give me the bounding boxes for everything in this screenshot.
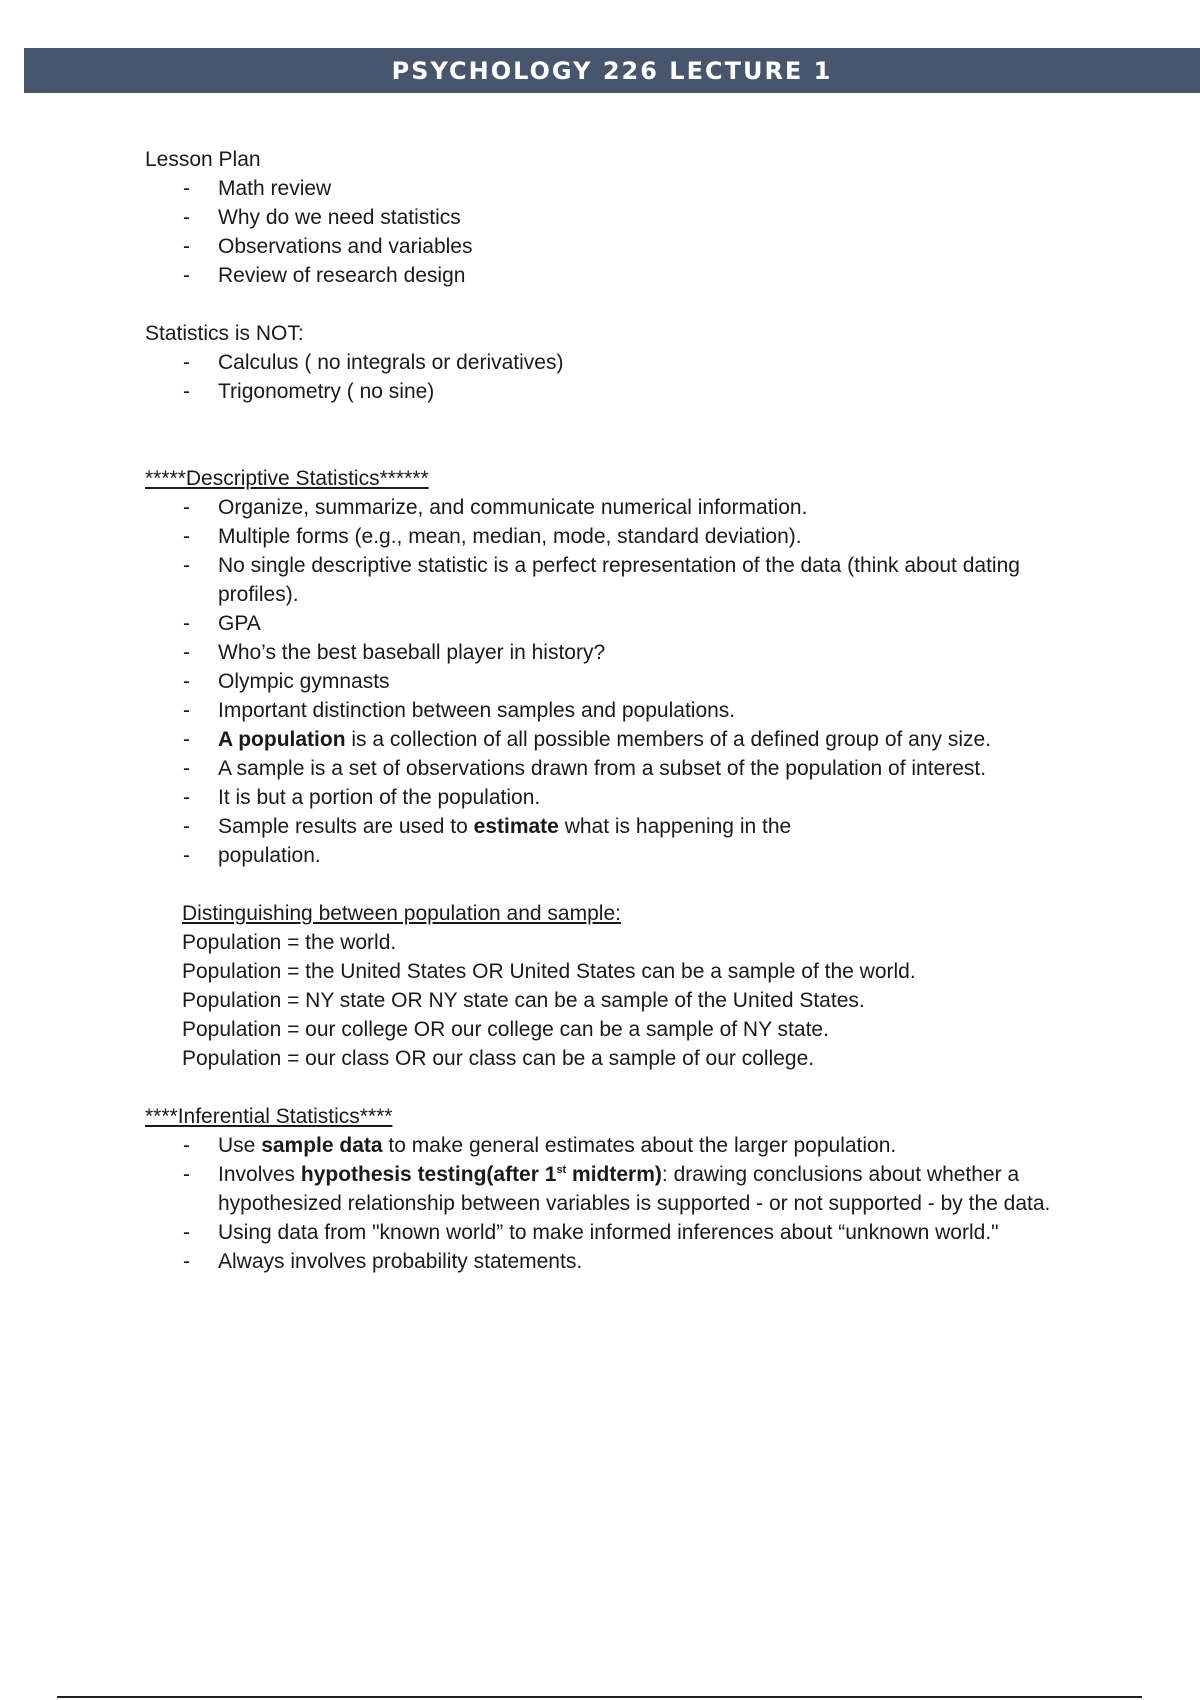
list-item: - Calculus ( no integrals or derivatives) bbox=[145, 348, 1095, 377]
distinguishing-line: Population = our college OR our college can be a sample of NY state. bbox=[182, 1018, 829, 1041]
item-text: to make general estimates about the larger population. bbox=[382, 1134, 897, 1157]
inferential-section bbox=[145, 1102, 1095, 1276]
list-item: - population. bbox=[145, 841, 1095, 870]
list-item: - A sample is a set of observations drawn from a subset of the population of interest. bbox=[145, 754, 1095, 783]
list-item: - It is but a portion of the population. bbox=[145, 783, 1095, 812]
list-item: - No single descriptive statistic is a perfect representation of the data (think about dating profiles). bbox=[145, 551, 1095, 609]
population-term: A population bbox=[218, 728, 346, 751]
superscript: st bbox=[556, 1164, 567, 1176]
list-item: - Organize, summarize, and communicate numerical information. bbox=[145, 493, 1095, 522]
list-item: - Important distinction between samples and populations. bbox=[145, 696, 1095, 725]
population-definition: is a collection of all possible members of a defined group of any size. bbox=[345, 728, 992, 751]
item-text: : drawing conclusions about whether a hypothesized relationship between variables is supported - or not supported - by the data. bbox=[218, 1163, 1051, 1215]
descriptive-section bbox=[145, 464, 1095, 870]
sample-data-term: sample data bbox=[261, 1134, 383, 1157]
hypothesis-text: hypothesis testing(after 1 bbox=[300, 1163, 557, 1186]
inferential-heading: ****Inferential Statistics**** bbox=[145, 1105, 393, 1128]
midterm-text: midterm) bbox=[566, 1163, 662, 1186]
distinguishing-line: Population = our class OR our class can be a sample of our college. bbox=[182, 1047, 815, 1070]
lesson-plan-section bbox=[145, 145, 1095, 290]
estimate-post: what is happening in the bbox=[558, 815, 792, 838]
list-item: - Using data from "known world” to make informed inferences about “unknown world." bbox=[145, 1218, 1095, 1247]
list-item: - Observations and variables bbox=[145, 232, 1095, 261]
not-list bbox=[145, 348, 1095, 406]
inferential-list bbox=[145, 1131, 1095, 1276]
list-item: - GPA bbox=[145, 609, 1095, 638]
distinguishing-line: Population = the United States OR United States can be a sample of the world. bbox=[182, 960, 916, 983]
list-item bbox=[145, 1131, 1095, 1160]
list-item bbox=[145, 812, 1095, 841]
list-item: - Why do we need statistics bbox=[145, 203, 1095, 232]
list-item bbox=[145, 725, 1095, 754]
estimate-term: estimate bbox=[473, 815, 559, 838]
list-item: - Always involves probability statements. bbox=[145, 1247, 1095, 1276]
item-text: Involves bbox=[218, 1163, 301, 1186]
estimate-pre: Sample results are used to bbox=[218, 815, 474, 838]
descriptive-list bbox=[145, 493, 1095, 870]
footer-rule bbox=[57, 1696, 1142, 1698]
lesson-plan-list bbox=[145, 174, 1095, 290]
list-item bbox=[145, 1160, 1095, 1218]
distinguishing-line: Population = NY state OR NY state can be a sample of the United States. bbox=[182, 989, 865, 1012]
distinguishing-line: Population = the world. bbox=[182, 931, 397, 954]
list-item: - Trigonometry ( no sine) bbox=[145, 377, 1095, 406]
distinguishing-heading: Distinguishing between population and sample: bbox=[182, 902, 621, 925]
list-item: - Review of research design bbox=[145, 261, 1095, 290]
descriptive-heading: *****Descriptive Statistics****** bbox=[145, 467, 429, 490]
distinguishing-section bbox=[145, 899, 1095, 1073]
item-text: Use bbox=[218, 1134, 262, 1157]
list-item: - Olympic gymnasts bbox=[145, 667, 1095, 696]
document-body bbox=[145, 145, 1095, 1276]
list-item: - Who’s the best baseball player in history? bbox=[145, 638, 1095, 667]
not-section bbox=[145, 319, 1095, 406]
list-item: - Multiple forms (e.g., mean, median, mode, standard deviation). bbox=[145, 522, 1095, 551]
hypothesis-term bbox=[301, 1163, 662, 1186]
lesson-plan-heading: Lesson Plan bbox=[145, 148, 261, 171]
not-heading: Statistics is NOT: bbox=[145, 322, 304, 345]
list-item: - Math review bbox=[145, 174, 1095, 203]
header-bar bbox=[24, 48, 1200, 93]
document-title: PSYCHOLOGY 226 LECTURE 1 bbox=[391, 56, 833, 85]
